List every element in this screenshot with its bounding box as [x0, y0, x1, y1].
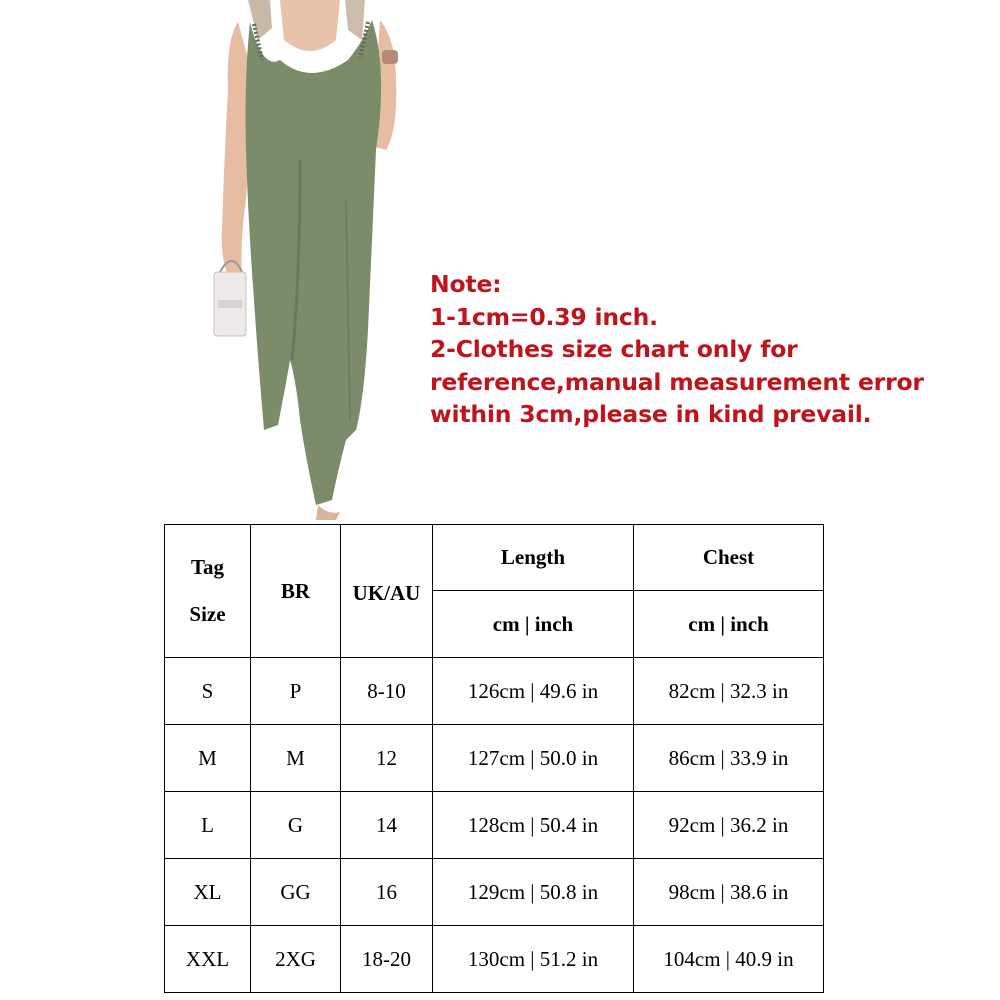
watch-icon — [382, 50, 398, 64]
cell-uk-au: 16 — [341, 859, 433, 926]
cell-uk-au: 14 — [341, 792, 433, 859]
table-row — [165, 658, 824, 725]
note-title: Note: — [430, 270, 502, 298]
cell-br: G — [251, 792, 341, 859]
table-row — [165, 725, 824, 792]
cell-br: GG — [251, 859, 341, 926]
header-tag-size — [165, 525, 251, 658]
size-note — [430, 268, 990, 431]
handbag-icon — [214, 261, 246, 336]
cell-length: 127cm | 50.0 in — [433, 725, 634, 792]
cell-chest: 82cm | 32.3 in — [634, 658, 824, 725]
note-line-3: reference,manual measurement error — [430, 367, 924, 396]
header-chest: Chest — [634, 525, 824, 591]
cell-length: 128cm | 50.4 in — [433, 792, 634, 859]
cell-uk-au: 18-20 — [341, 926, 433, 993]
cell-tag: L — [165, 792, 251, 859]
cell-chest: 98cm | 38.6 in — [634, 859, 824, 926]
cell-uk-au: 8-10 — [341, 658, 433, 725]
cell-tag: S — [165, 658, 251, 725]
cell-br: 2XG — [251, 926, 341, 993]
olive-maxi-dress — [246, 20, 382, 505]
table-row — [165, 926, 824, 993]
size-chart-table — [164, 524, 824, 993]
cell-tag: XXL — [165, 926, 251, 993]
cell-tag: XL — [165, 859, 251, 926]
cell-chest: 92cm | 36.2 in — [634, 792, 824, 859]
model-neck — [280, 0, 340, 51]
header-chest-units: cm | inch — [634, 591, 824, 658]
product-photo — [150, 0, 450, 520]
table-header-row — [165, 525, 824, 591]
table-row — [165, 859, 824, 926]
note-line-4: within 3cm,please in kind prevail. — [430, 400, 872, 428]
cell-chest: 86cm | 33.9 in — [634, 725, 824, 792]
cell-length: 126cm | 49.6 in — [433, 658, 634, 725]
cell-chest: 104cm | 40.9 in — [634, 926, 824, 993]
header-br: BR — [251, 525, 341, 658]
cell-length: 130cm | 51.2 in — [433, 926, 634, 993]
cell-tag: M — [165, 725, 251, 792]
cell-br: M — [251, 725, 341, 792]
cell-br: P — [251, 658, 341, 725]
cell-uk-au: 12 — [341, 725, 433, 792]
header-tag: Tag — [190, 555, 225, 579]
header-length-units: cm | inch — [433, 591, 634, 658]
header-uk-au: UK/AU — [341, 525, 433, 658]
table-row — [165, 792, 824, 859]
note-line-2: 2-Clothes size chart only for — [430, 335, 798, 363]
cell-length: 129cm | 50.8 in — [433, 859, 634, 926]
header-size: Size — [189, 602, 226, 626]
header-length: Length — [433, 525, 634, 591]
note-line-1: 1-1cm=0.39 inch. — [430, 302, 658, 331]
